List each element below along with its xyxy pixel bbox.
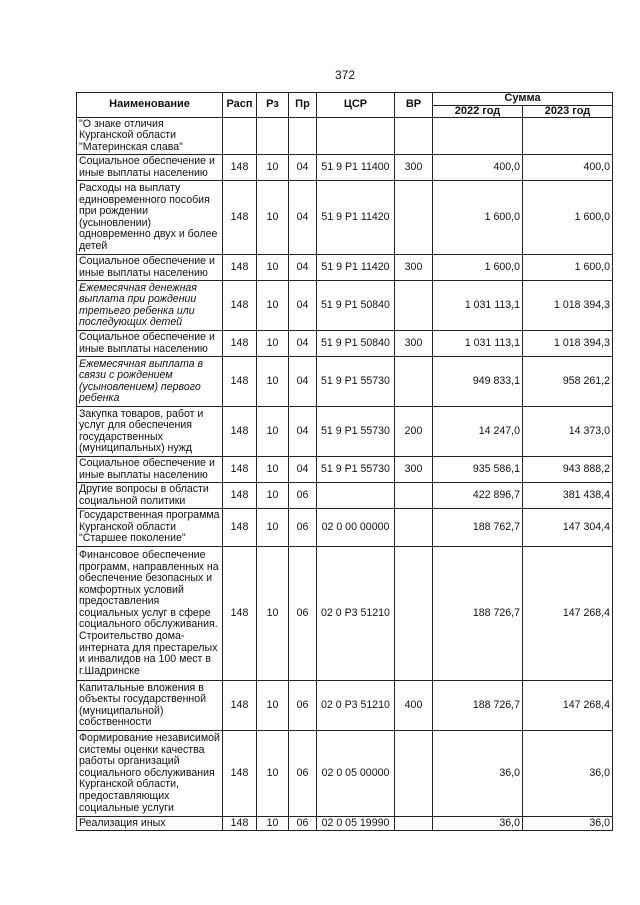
row-sum-2022: 14 247,0 — [433, 407, 523, 457]
header-row — [77, 93, 613, 106]
row-sum-2022 — [433, 118, 523, 155]
row-csr: 51 9 Р1 55730 — [317, 407, 395, 457]
row-name: Ежемесячная денежная выплата при рождении третьего ребенка или последующих детей — [77, 281, 223, 331]
row-vr — [395, 483, 433, 509]
row-name: Расходы на выплату единовременного пособия при рождении (усыновлении) одновременно двух и более детей — [77, 181, 223, 255]
table-row — [77, 457, 613, 483]
row-rasp: 148 — [223, 281, 257, 331]
row-name: "О знаке отличия Курганской области "Материнская слава" — [77, 118, 223, 155]
row-pr: 06 — [289, 483, 317, 509]
row-rz: 10 — [257, 457, 289, 483]
row-sum-2022: 1 600,0 — [433, 181, 523, 255]
row-sum-2022: 36,0 — [433, 731, 523, 817]
row-vr — [395, 118, 433, 155]
row-csr — [317, 118, 395, 155]
row-rz: 10 — [257, 509, 289, 547]
row-rz: 10 — [257, 181, 289, 255]
row-sum-2023: 14 373,0 — [523, 407, 613, 457]
row-sum-2023: 36,0 — [523, 731, 613, 817]
table-row — [77, 681, 613, 731]
row-rz: 10 — [257, 281, 289, 331]
row-sum-2022: 188 762,7 — [433, 509, 523, 547]
row-vr: 300 — [395, 457, 433, 483]
row-name: Социальное обеспечение и иные выплаты населению — [77, 457, 223, 483]
row-name: Социальное обеспечение и иные выплаты населению — [77, 331, 223, 357]
row-name: Социальное обеспечение и иные выплаты населению — [77, 255, 223, 281]
row-pr: 04 — [289, 181, 317, 255]
row-sum-2023: 958 261,2 — [523, 357, 613, 407]
row-rasp: 148 — [223, 483, 257, 509]
row-vr — [395, 281, 433, 331]
row-rz: 10 — [257, 357, 289, 407]
row-rz: 10 — [257, 483, 289, 509]
row-sum-2022: 422 896,7 — [433, 483, 523, 509]
row-sum-2022: 188 726,7 — [433, 547, 523, 681]
row-csr: 02 0 05 00000 — [317, 731, 395, 817]
row-sum-2022: 935 586,1 — [433, 457, 523, 483]
row-pr: 06 — [289, 731, 317, 817]
table-row — [77, 155, 613, 181]
table-row — [77, 509, 613, 547]
row-sum-2023: 1 600,0 — [523, 181, 613, 255]
row-sum-2023: 147 304,4 — [523, 509, 613, 547]
table-row — [77, 331, 613, 357]
header-rasp: Расп — [223, 93, 257, 118]
row-vr — [395, 731, 433, 817]
row-rasp: 148 — [223, 731, 257, 817]
row-rz — [257, 118, 289, 155]
row-sum-2023 — [523, 118, 613, 155]
row-vr — [395, 181, 433, 255]
row-sum-2022: 949 833,1 — [433, 357, 523, 407]
row-name: Закупка товаров, работ и услуг для обеспечения государственных (муниципальных) нужд — [77, 407, 223, 457]
header-pr: Пр — [289, 93, 317, 118]
row-rasp: 148 — [223, 181, 257, 255]
header-name: Наименование — [77, 93, 223, 118]
row-csr: 02 0 00 00000 — [317, 509, 395, 547]
header-vr: ВР — [395, 93, 433, 118]
row-vr: 200 — [395, 407, 433, 457]
row-sum-2022: 188 726,7 — [433, 681, 523, 731]
table-row — [77, 731, 613, 817]
row-rasp: 148 — [223, 547, 257, 681]
header-rz: Рз — [257, 93, 289, 118]
row-rz: 10 — [257, 817, 289, 831]
row-sum-2023: 1 600,0 — [523, 255, 613, 281]
row-pr: 04 — [289, 155, 317, 181]
row-sum-2023: 381 438,4 — [523, 483, 613, 509]
row-rasp: 148 — [223, 681, 257, 731]
row-vr: 300 — [395, 155, 433, 181]
row-csr — [317, 483, 395, 509]
row-sum-2022: 400,0 — [433, 155, 523, 181]
row-rasp: 148 — [223, 817, 257, 831]
row-sum-2022: 1 031 113,1 — [433, 331, 523, 357]
row-name: Реализация иных — [77, 817, 223, 831]
row-pr: 04 — [289, 331, 317, 357]
row-rz: 10 — [257, 547, 289, 681]
row-csr: 51 9 Р1 11420 — [317, 255, 395, 281]
row-rz: 10 — [257, 731, 289, 817]
row-pr: 04 — [289, 407, 317, 457]
table-row — [77, 357, 613, 407]
row-vr: 300 — [395, 331, 433, 357]
table-row — [77, 281, 613, 331]
row-sum-2023: 943 888,2 — [523, 457, 613, 483]
row-sum-2023: 147 268,4 — [523, 681, 613, 731]
row-csr: 51 9 Р1 11400 — [317, 155, 395, 181]
header-2023: 2023 год — [523, 105, 613, 118]
row-rasp: 148 — [223, 331, 257, 357]
row-pr: 04 — [289, 281, 317, 331]
row-pr: 04 — [289, 357, 317, 407]
row-vr: 400 — [395, 681, 433, 731]
row-name: Социальное обеспечение и иные выплаты населению — [77, 155, 223, 181]
row-sum-2022: 1 600,0 — [433, 255, 523, 281]
row-rz: 10 — [257, 155, 289, 181]
table-row — [77, 547, 613, 681]
row-csr: 02 0 Р3 51210 — [317, 547, 395, 681]
table-row — [77, 817, 613, 831]
row-csr: 51 9 Р1 55730 — [317, 457, 395, 483]
row-pr — [289, 118, 317, 155]
row-vr — [395, 509, 433, 547]
row-rasp: 148 — [223, 457, 257, 483]
header-sum: Сумма — [433, 93, 613, 106]
row-sum-2023: 1 018 394,3 — [523, 331, 613, 357]
row-pr: 06 — [289, 681, 317, 731]
row-rasp: 148 — [223, 255, 257, 281]
row-rz: 10 — [257, 255, 289, 281]
table-row — [77, 483, 613, 509]
row-rasp — [223, 118, 257, 155]
row-name: Ежемесячная выплата в связи с рождением (усыновлением) первого ребенка — [77, 357, 223, 407]
row-sum-2023: 1 018 394,3 — [523, 281, 613, 331]
row-csr: 51 9 Р1 50840 — [317, 281, 395, 331]
row-pr: 06 — [289, 547, 317, 681]
row-sum-2023: 147 268,4 — [523, 547, 613, 681]
row-csr: 51 9 Р1 55730 — [317, 357, 395, 407]
row-pr: 06 — [289, 509, 317, 547]
row-rz: 10 — [257, 681, 289, 731]
row-rasp: 148 — [223, 357, 257, 407]
row-name: Государственная программа Курганской области "Старшее поколение" — [77, 509, 223, 547]
row-pr: 04 — [289, 457, 317, 483]
header-csr: ЦСР — [317, 93, 395, 118]
table-row — [77, 407, 613, 457]
row-vr — [395, 357, 433, 407]
row-sum-2022: 36,0 — [433, 817, 523, 831]
row-rasp: 148 — [223, 155, 257, 181]
row-csr: 02 0 05 19990 — [317, 817, 395, 831]
row-rasp: 148 — [223, 407, 257, 457]
row-sum-2023: 36,0 — [523, 817, 613, 831]
table-row — [77, 118, 613, 155]
row-vr — [395, 547, 433, 681]
table-row — [77, 181, 613, 255]
budget-table — [76, 92, 613, 831]
row-rasp: 148 — [223, 509, 257, 547]
row-csr: 51 9 Р1 50840 — [317, 331, 395, 357]
row-sum-2023: 400,0 — [523, 155, 613, 181]
page-number: 372 — [334, 68, 356, 82]
row-csr: 51 9 Р1 11420 — [317, 181, 395, 255]
row-name: Финансовое обеспечение программ, направленных на обеспечение безопасных и комфортных условий предоставления социальных услуг в сфере социального обслуживания. Строительство дома-интерната для престарелых и инвалидов на 100 мест в г.Шадринске — [77, 547, 223, 681]
row-name: Другие вопросы в области социальной политики — [77, 483, 223, 509]
row-vr — [395, 817, 433, 831]
row-vr: 300 — [395, 255, 433, 281]
table-row — [77, 255, 613, 281]
row-name: Формирование независимой системы оценки качества работы организаций социального обслуживания Курганской области, предоставляющих социальные услуги — [77, 731, 223, 817]
header-2022: 2022 год — [433, 105, 523, 118]
row-csr: 02 0 Р3 51210 — [317, 681, 395, 731]
row-sum-2022: 1 031 113,1 — [433, 281, 523, 331]
row-pr: 04 — [289, 255, 317, 281]
row-pr: 06 — [289, 817, 317, 831]
row-rz: 10 — [257, 407, 289, 457]
row-name: Капитальные вложения в объекты государственной (муниципальной) собственности — [77, 681, 223, 731]
row-rz: 10 — [257, 331, 289, 357]
